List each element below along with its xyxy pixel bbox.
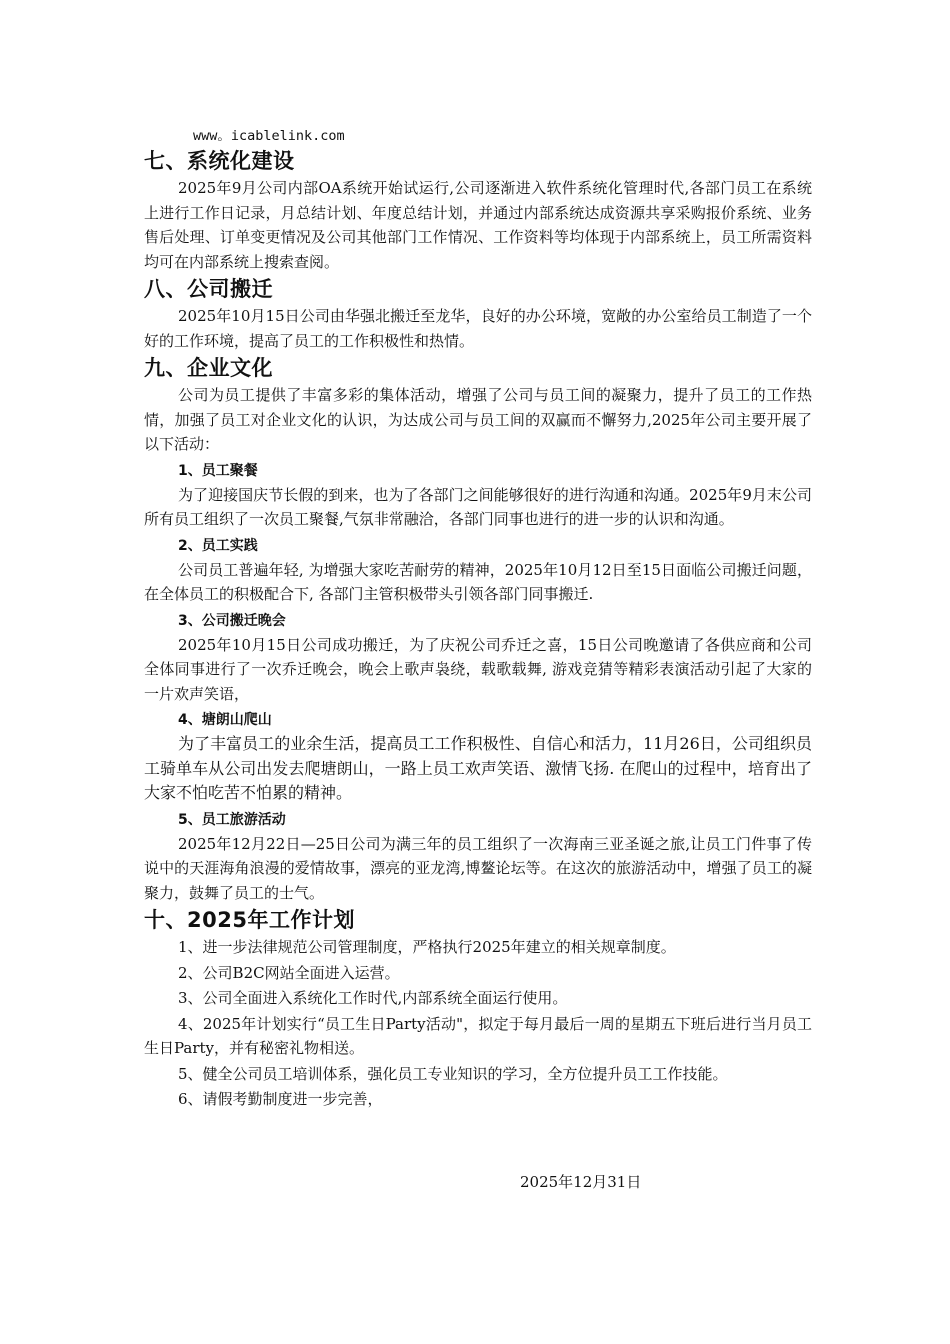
section-8-title: 八、公司搬迁 [144,277,273,301]
section-7-paragraph: 2025年9月公司内部OA系统开始试运行,公司逐渐进入软件系统化管理时代,各部门员工在系统上进行工作日记录，月总结计划、年度总结计划，并通过内部系统达成资源共享采购报价系统、业务售后处理、订单变更情况及公司其他部门工作情况、工作资料等均体现于内部系统上，员工所需资料均可在内部系统上搜索查阅。 [144,179,812,271]
plan-item-6: 6、请假考勤制度进一步完善， [178,1090,383,1108]
plan-item-5: 5、健全公司员工培训体系，强化员工专业知识的学习，全方位提升员工工作技能。 [178,1064,728,1083]
document-body [144,126,812,1113]
activity-5-heading: 5、员工旅游活动 [178,811,286,828]
activity-4-heading: 4、塘朗山爬山 [178,712,272,728]
section-7 [144,146,812,274]
section-8-paragraph: 2025年10月15日公司由华强北搬迁至龙华，良好的办公环境，宽敞的办公室给员工制造了一个好的工作环境，提高了员工的工作积极性和热情。 [144,307,812,350]
signature-date: 2025年12月31日 [520,1173,642,1191]
header-url: www。icablelink.com [193,128,345,144]
plan-item-4: 4、2025年计划实行“员工生日Party活动"，拟定于每月最后一周的星期五下班后进行当月员工生日Party，并有秘密礼物相送。 [144,1014,812,1057]
plan-item-2: 2、公司B2C网站全面进入运营。 [178,963,400,982]
section-10-title: 十、2025年工作计划 [144,908,355,932]
section-9 [144,353,812,905]
section-9-title: 九、企业文化 [144,356,273,380]
activity-4-text: 为了丰富员工的业余生活，提高员工工作积极性、自信心和活力，11月26日，公司组织员工骑单车从公司出发去爬塘朗山，一路上员工欢声笑语、激情飞扬. 在爬山的过程中，培育出了大家不怕吃苦不怕累的精神。 [144,734,812,802]
section-8 [144,274,812,353]
activity-3-text: 2025年10月15日公司成功搬迁，为了庆祝公司乔迁之喜，15日公司晚邀请了各供应商和公司全体同事进行了一次乔迁晚会，晚会上歌声袅绕，载歌载舞, 游戏竞猜等精彩表演活动引起了大家的一片欢声笑语， [144,635,812,703]
plan-item-3: 3、公司全面进入系统化工作时代,内部系统全面运行使用。 [178,989,568,1007]
activity-1-heading: 1、员工聚餐 [178,462,258,479]
activity-3-heading: 3、公司搬迁晚会 [178,612,286,629]
activity-1-text: 为了迎接国庆节长假的到来，也为了各部门之间能够很好的进行沟通和沟通。2025年9月末公司所有员工组织了一次员工聚餐,气氛非常融洽，各部门同事也进行的进一步的认识和沟通。 [144,485,812,528]
plan-item-1: 1、进一步法律规范公司管理制度，严格执行2025年建立的相关规章制度。 [178,938,676,956]
activity-5-text: 2025年12月22日—25日公司为满三年的员工组织了一次海南三亚圣诞之旅,让员工门件事了传说中的天涯海角浪漫的爱情故事，漂亮的亚龙湾,博鳌论坛等。在这次的旅游活动中，增强了员工的凝聚力，鼓舞了员工的士气。 [144,834,812,902]
section-7-title: 七、系统化建设 [144,149,295,173]
section-9-intro: 公司为员工提供了丰富多彩的集体活动，增强了公司与员工间的凝聚力，提升了员工的工作热情，加强了员工对企业文化的认识，为达成公司与员工间的双赢而不懈努力,2025年公司主要开展了以下活动： [144,386,812,453]
activity-2-text: 公司员工普遍年轻, 为增强大家吃苦耐劳的精神，2025年10月12日至15日面临公司搬迁问题，在全体员工的积极配合下, 各部门主管积极带头引领各部门同事搬迁. [144,560,812,603]
section-10 [144,905,812,1112]
activity-2-heading: 2、员工实践 [178,537,258,554]
